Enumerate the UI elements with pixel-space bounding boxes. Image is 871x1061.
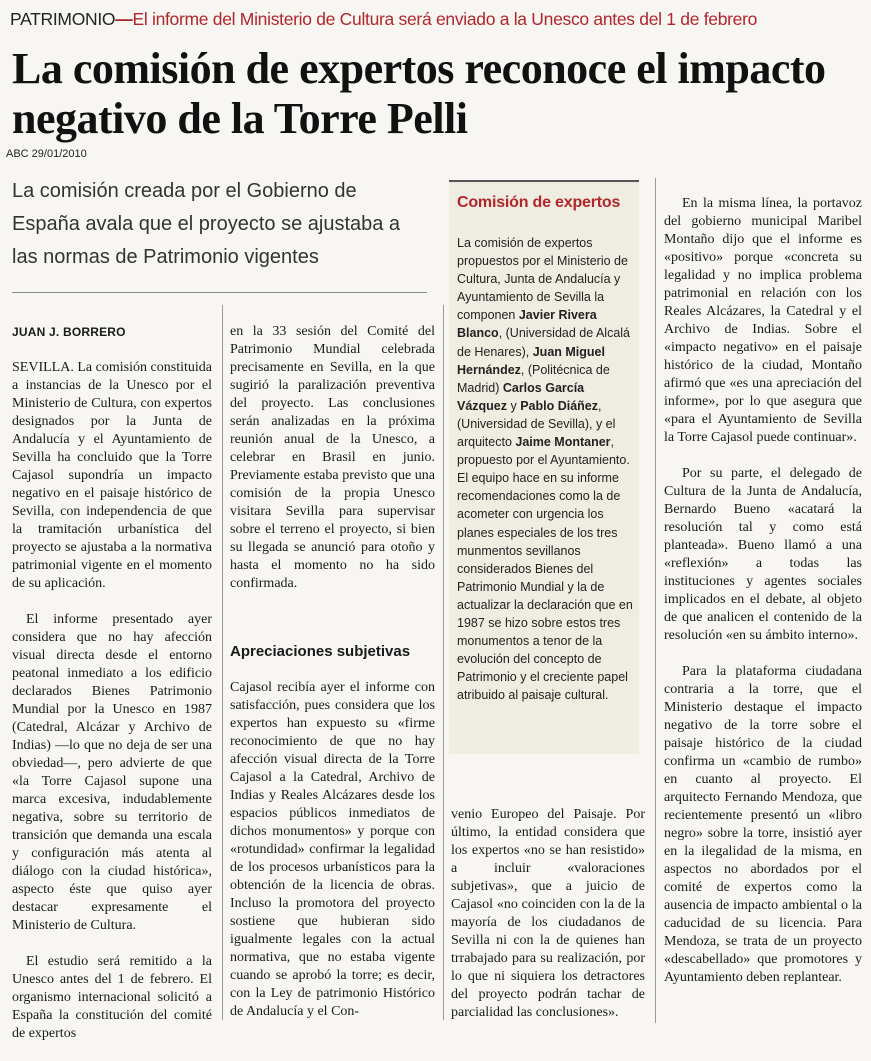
col4-paragraph-3: Para la plataforma ciudadana contraria a la torre, que el Ministerio destaque el impacto negativo de la torre sobre el paisaje histórico de la ciudad confirma un «cambio de rumbo» en cuanto al proyecto. El arquitecto Fernando Mendoza, que recientemente presentó un «libro negro» sobre la torre, insistió ayer en la ilegalidad de la misma, en aspectos no abordados por el comité de expertos como la ausencia de impacto ambiental o la caducidad de su licencia. Para Mendoza, se trata de un proyecto «descabellado» que promotores y Ayuntamiento deben replantear. — [664, 664, 862, 985]
sidebar-title: Comisión de expertos — [457, 194, 621, 211]
col1-paragraph-1: SEVILLA. La comisión constituida a instancias de la Unesco por el Ministerio de Cultura, con expertos designados por la Junta de Andalucía y el Ayuntamiento de Sevilla ha concluido que la Torre Cajasol supondría un impacto negativo en el paisaje histórico de Sevilla, con independencia de que la tramitación urbanística del proyecto se ajustaba a la normativa patrimonial vigente en el momento de su aplicación. — [12, 360, 212, 591]
source-date: ABC 29/01/2010 — [6, 148, 87, 160]
col3-paragraph-1: venio Europeo del Paisaje. Por último, la entidad considera que los expertos «no se han resistido» a incluir «valoraciones subjetivas», que a juicio de Cajasol «no coinciden con la de la mayoría de los ciudadanos de Sevilla ni con la de quienes han trrabajado para su realización, por lo que ni siquiera los detractores del proyecto podrán tachar de parcialidad las conclusiones». — [451, 807, 645, 1020]
expert-name-1: Javier Rivera Blanco — [457, 308, 597, 341]
column-3 — [451, 788, 645, 1040]
kicker-separator: — — [115, 9, 133, 29]
kicker — [10, 8, 870, 30]
expert-name-4: Pablo Diáñez — [520, 398, 599, 413]
expert-name-3: Carlos García Vázquez — [457, 380, 585, 413]
sidebar-text-2: , (Universidad de Alcalá de Henares), — [457, 326, 631, 359]
sidebar-box — [449, 180, 639, 754]
column-2 — [230, 305, 435, 1039]
sidebar-body — [457, 234, 635, 704]
sidebar-text-3: , (Politécnica de Madrid) — [457, 362, 610, 395]
deck: La comisión creada por el Gobierno de España avala que el proyecto se ajustaba a las normas de Patrimonio vigentes — [12, 180, 401, 268]
col1-paragraph-2: El informe presentado ayer considera que no hay afección visual directa desde el entorno peatonal inmediato a los edificio declarados Bienes Patrimonio Mundial por la Unesco en 1987 (Catedral, Alcázar y Archivo de Indias) —lo que no deja de ser una obviedad—, pero advierte de que «la Torre Cajasol supone una marca excesiva, indudablemente negativa, sobre su territorio de transición que demanda una escala y configuración más atenta al diálogo con la ciudad histórica», aspecto éste que quiso ayer destacar expresamente el Ministerio de Cultura. — [12, 612, 212, 933]
sidebar-text-6: , propuesto por el Ayuntamiento. El equipo hace en su informe recomendaciones como la de acometer con urgencia los planes especiales de los tres munmentos sevillanos considerados Bienes del Patrimonio Mundial y la de actualizar la declaración que en 1987 se hizo sobre estos tres monumentos a tenor de la evolución del concepto de Patrimonio y el creciente papel atribuido al paisaje cultural. — [457, 435, 633, 703]
kicker-text: El informe del Ministerio de Cultura será enviado a la Unesco antes del 1 de febrero — [132, 9, 758, 29]
sidebar-text-1: La comisión de expertos propuestos por el Ministerio de Cultura, Junta de Andalucía y Ayuntamiento de Sevilla la componen — [457, 236, 628, 323]
expert-name-5: Jaime Montaner — [515, 435, 611, 450]
kicker-tag: PATRIMONIO — [10, 9, 116, 29]
column-rule-1 — [222, 305, 223, 1020]
expert-name-2: Juan Miguel Hernández — [457, 344, 605, 377]
col2-paragraph-2: Cajasol recibía ayer el informe con satisfacción, pues considera que los expertos han expuesto su «firme reconocimiento de que no hay afección visual directa de la Torre Cajasol a la Catedral, Archivo de Indias y Reales Alcázares desde los espacios públicos inmediatos de dichos monumentos» y porque con «rotundidad» confirmar la legalidad de los procesos urbanísticos para la obtención de la licencia de obras. Incluso la promotora del proyecto sostiene que hubieran sido igualmente legales con la actual normativa, que no estaba vigente cuando se aprobó la torre; es decir, con la Ley de patrimonio Histórico de Andalucía y el Con- — [230, 680, 435, 1019]
col4-paragraph-2: Por su parte, el delegado de Cultura de la Junta de Andalucía, Bernardo Bueno «acatará la resolución tal y como está planteada». Bueno llamó a una «reflexión» a todas las instituciones y agentes sociales implicados en el debate, al objeto de que analicen el contenido de la resolución «en su ámbito interno». — [664, 466, 862, 643]
deck-rule — [12, 292, 427, 293]
byline: JUAN J. BORRERO — [12, 325, 126, 339]
col2-subhead: Apreciaciones subjetivas — [230, 643, 411, 660]
column-rule-3 — [655, 178, 656, 1023]
col1-paragraph-3: El estudio será remitido a la Unesco antes del 1 de febrero. El organismo internacional solicitó a España la constitución del comité de expertos — [12, 954, 212, 1041]
sidebar-text-4: y — [507, 398, 521, 413]
sidebar-text-5: , (Universidad de Sevilla), y el arquitecto — [457, 398, 616, 450]
col2-paragraph-1: en la 33 sesión del Comité del Patrimonio Mundial celebrada precisamente en Sevilla, en la que sugirió la paralización preventiva del proyecto. Las conclusiones serán analizadas en la próxima reunión anual de la Unesco, a celebrar en Brasil en junio. Previamente estaba previsto que una comisión de la propia Unesco visitara Sevilla para supervisar sobre el terreno el proyecto, si bien su llegada se anunció para otoño y hasta el momento no ha sido confirmada. — [230, 324, 435, 591]
headline: La comisión de expertos reconoce el impacto negativo de la Torre Pelli — [12, 44, 826, 143]
column-4 — [664, 177, 862, 1005]
column-1 — [12, 305, 212, 1061]
col4-paragraph-1: En la misma línea, la portavoz del gobierno municipal Maribel Montaño dijo que el informe es «positivo» porque «concreta su legalidad y no implica problema patrimonial en relación con los Reales Alcázares, la Catedral y el Archivo de Indias. Sobre el «impacto negativo» en el paisaje histórico de la ciudad, Montaño afirmó que «es una apreciación del informe», por lo que asegura que «para el Ayuntamiento de Sevilla la Torre Cajasol puede continuar». — [664, 196, 862, 445]
column-rule-2 — [443, 305, 444, 1020]
